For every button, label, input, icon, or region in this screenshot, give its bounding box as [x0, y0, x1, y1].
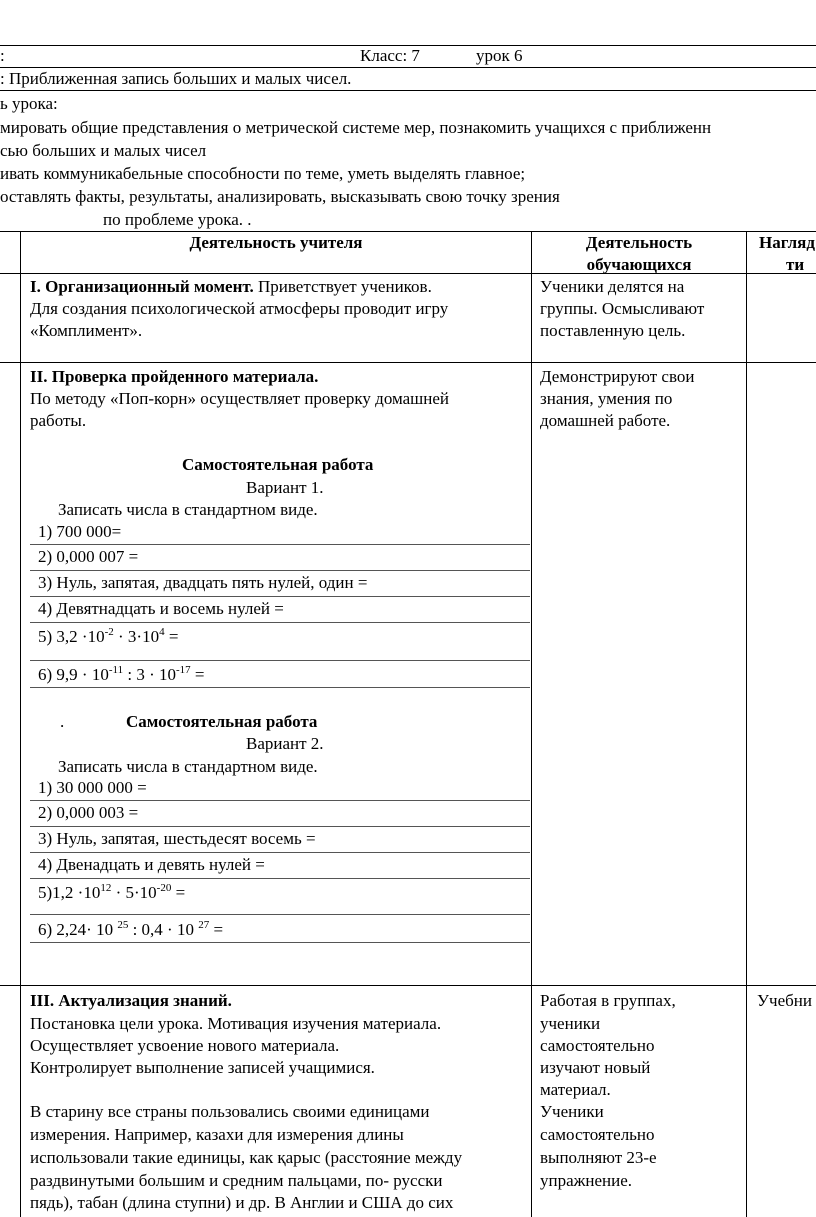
col-students-header-line2: обучающихся	[586, 255, 692, 274]
row2-bottom-border	[0, 985, 816, 986]
row2-students-line3: домашней работе.	[540, 411, 671, 430]
v2-title: Самостоятельная работа	[126, 712, 318, 731]
v2-variant: Вариант 2.	[246, 734, 324, 753]
row3-title: III. Актуализация знаний.	[30, 991, 232, 1010]
lesson-theme: : Приближенная запись больших и малых чисел.	[0, 69, 352, 88]
row3-teacher-line7: раздвинутыми большим и средним пальцами, по- русски	[30, 1171, 443, 1190]
col-visual-header-line1: Нагляд	[759, 233, 815, 252]
row3-students-line4: изучают новый	[540, 1058, 651, 1077]
v2-item-6-exp1: 25	[117, 919, 129, 931]
row3-teacher-line2: Осуществляет усвоение нового материала.	[30, 1036, 340, 1055]
v2-item-4: 4) Двенадцать и девять нулей =	[38, 855, 265, 874]
v2-task: Записать числа в стандартном виде.	[58, 757, 318, 776]
row3-students-line2: ученики	[540, 1014, 601, 1033]
v2-item-5-exp2: -20	[156, 882, 172, 894]
row3-teacher-line3: Контролирует выполнение записей учащимися.	[30, 1058, 375, 1077]
v1-item-5-base: 5) 3,2 ·10	[38, 627, 105, 646]
row2-students-line2: знания, умения по	[540, 389, 673, 408]
v1-item-5-exp2: 4	[159, 626, 165, 638]
v1-item-6	[38, 664, 205, 686]
v2-dot: .	[60, 712, 65, 731]
row3-teacher-line5: измерения. Например, казахи для измерения длины	[30, 1125, 404, 1144]
col-divider-1	[20, 231, 21, 1217]
v2-item-5	[38, 882, 185, 904]
row3-students-line8: выполняют 23-е	[540, 1148, 657, 1167]
v2-item-6-base: 6) 2,24· 10	[38, 920, 118, 939]
v1-item-4: 4) Девятнадцать и восемь нулей =	[38, 599, 284, 618]
row3-teacher-line6: использовали такие единицы, как қарыс (расстояние между	[30, 1148, 463, 1167]
v2-item-5-exp1: 12	[100, 882, 112, 894]
v1-divider-5	[30, 660, 530, 661]
row2-title: II. Проверка пройденного материала.	[30, 367, 319, 386]
row1-students-line1: Ученики делятся на	[540, 277, 685, 296]
v1-divider-1	[30, 544, 530, 545]
v2-divider-6	[30, 942, 530, 943]
lesson-label: урок 6	[476, 46, 523, 65]
v1-item-5-exp1: -2	[104, 626, 114, 638]
v1-title: Самостоятельная работа	[182, 455, 374, 474]
row1-teacher-line1	[30, 276, 432, 298]
row3-students-line5: материал.	[540, 1080, 611, 1099]
v1-divider-3	[30, 596, 530, 597]
row3-students-line7: самостоятельно	[540, 1125, 655, 1144]
topic-prefix: :	[0, 46, 5, 65]
v2-item-6	[38, 919, 223, 941]
v2-item-2: 2) 0,000 003 =	[38, 803, 139, 822]
goal-line-5: по проблеме урока. .	[103, 210, 252, 229]
row1-students-line3: поставленную цель.	[540, 321, 686, 340]
row3-visual: Учебни	[757, 991, 812, 1010]
row3-teacher-line8: пядь), табан (длина ступни) и др. В Англии и США до сих	[30, 1193, 454, 1212]
v1-item-5	[38, 626, 178, 648]
row3-students-line3: самостоятельно	[540, 1036, 655, 1055]
row3-students-line9: упражнение.	[540, 1171, 633, 1190]
row2-students-line1: Демонстрируют свои	[540, 367, 695, 386]
col-divider-2	[531, 231, 532, 1217]
v1-divider-2	[30, 570, 530, 571]
v2-divider-2	[30, 826, 530, 827]
v1-item-6-mid: : 3 · 10	[123, 665, 176, 684]
class-label: Класс: 7	[360, 46, 420, 65]
row1-teacher-line3: «Комплимент».	[30, 321, 143, 340]
v2-item-5-end: =	[171, 883, 186, 902]
v2-item-6-exp2: 27	[198, 919, 210, 931]
v1-item-1: 1) 700 000=	[38, 522, 122, 541]
v1-item-5-end: =	[164, 627, 179, 646]
row1-bottom-border	[0, 362, 816, 363]
v2-item-5-base: 5)1,2 ·10	[38, 883, 101, 902]
v1-item-6-exp2: -17	[175, 664, 191, 676]
row3-students-line1: Работая в группах,	[540, 991, 676, 1010]
goal-line-4: оставлять факты, результаты, анализировать, высказывать свою точку зрения	[0, 187, 560, 206]
col-students-header-line1: Деятельность	[585, 233, 693, 252]
row2-teacher-line2: работы.	[30, 411, 87, 430]
v2-divider-4	[30, 878, 530, 879]
row1-students-line2: группы. Осмысливают	[540, 299, 705, 318]
row3-students-line6: Ученики	[540, 1102, 604, 1121]
v2-divider-3	[30, 852, 530, 853]
v2-item-6-mid: : 0,4 · 10	[128, 920, 199, 939]
v1-divider-4	[30, 622, 530, 623]
col-teacher-header: Деятельность учителя	[189, 233, 363, 252]
v1-item-2: 2) 0,000 007 =	[38, 547, 139, 566]
goal-line-3: ивать коммуникабельные способности по теме, уметь выделять главное;	[0, 164, 526, 183]
goal-line-1: мировать общие представления о метрической системе мер, познакомить учащихся с приближенн	[0, 118, 712, 137]
v1-item-6-base: 6) 9,9 · 10	[38, 665, 109, 684]
col-divider-3	[746, 231, 747, 1217]
v1-variant: Вариант 1.	[246, 478, 324, 497]
v1-item-3: 3) Нуль, запятая, двадцать пять нулей, один =	[38, 573, 368, 592]
row2-teacher-line1: По методу «Поп-корн» осуществляет проверку домашней	[30, 389, 450, 408]
v2-item-5-mid: · 5·10	[111, 883, 157, 902]
header-rule-3	[0, 90, 816, 91]
v1-item-6-end: =	[190, 665, 205, 684]
v1-task: Записать числа в стандартном виде.	[58, 500, 318, 519]
v1-divider-6	[30, 687, 530, 688]
v1-item-5-mid: · 3·10	[113, 627, 160, 646]
v1-item-6-exp1: -11	[108, 664, 124, 676]
v2-divider-5	[30, 914, 530, 915]
row3-teacher-line4: В старину все страны пользовались своими единицами	[30, 1102, 430, 1121]
goal-line-2: сью больших и малых чисел	[0, 141, 207, 160]
v2-item-6-end: =	[209, 920, 224, 939]
v2-item-3: 3) Нуль, запятая, шестьдесят восемь =	[38, 829, 316, 848]
v2-item-1: 1) 30 000 000 =	[38, 778, 147, 797]
col-visual-header-line2: ти	[786, 255, 805, 274]
goals-label: ь урока:	[0, 94, 58, 113]
v2-divider-1	[30, 800, 530, 801]
row1-text-1: Приветствует учеников.	[253, 277, 432, 296]
row1-teacher-line2: Для создания психологической атмосферы проводит игру	[30, 299, 449, 318]
row3-teacher-line1: Постановка цели урока. Мотивация изучения материала.	[30, 1014, 442, 1033]
row1-title: I. Организационный момент.	[30, 277, 254, 296]
